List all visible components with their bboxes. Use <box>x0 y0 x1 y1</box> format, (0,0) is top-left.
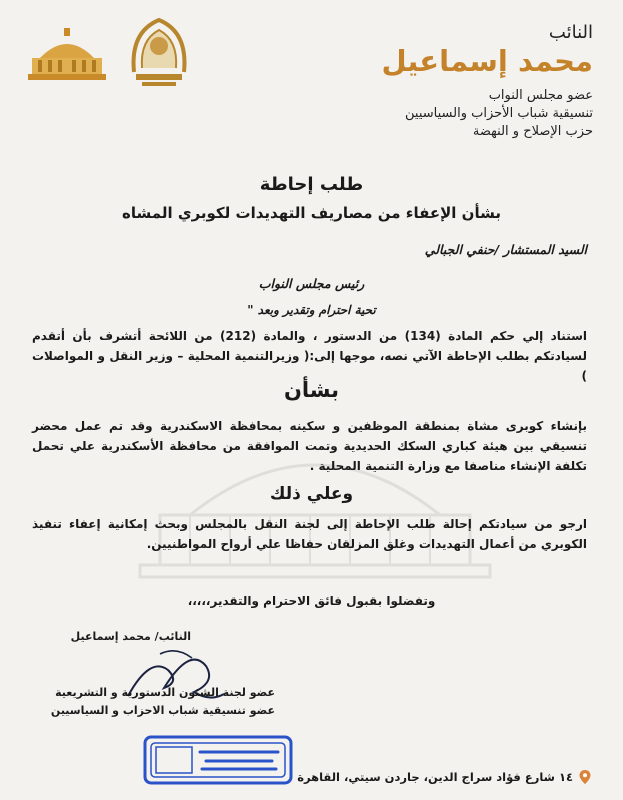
header-title: النائب <box>548 22 593 43</box>
footer-address <box>297 770 591 784</box>
signatory-role-committee: عضو لجنة الشئون الدستورية و التشريعية <box>55 686 275 699</box>
addressee: السيد المستشار /حنفي الجبالي <box>424 242 587 257</box>
section-heading-therefore: وعلي ذلك <box>269 484 354 504</box>
header-line-council: عضو مجلس النواب <box>488 88 593 103</box>
paragraph-details: بإنشاء كوبرى مشاة بمنطقة الموظفين و سكينه بمحافظة الاسكندرية وقد تم عمل محضر تنسيقي بين هيئة كباري السكك الحديدية وتمت الموافقة من محافظة الأسكندرية علي تحمل تكلفة الإنشاء مناصفا مع وزارة التنمية المحلية . <box>32 419 587 473</box>
letter-subject: بشأن الإعفاء من مصاريف التهديدات لكوبري المشاه <box>122 204 501 222</box>
parliament-logo <box>26 24 108 84</box>
section-heading-regarding: بشأن <box>283 378 340 402</box>
header-line-party: حزب الإصلاح و النهضة <box>472 124 593 139</box>
signatory-role-coordination: عضو تنسيقية شباب الاحزاب و السياسيين <box>50 704 275 717</box>
header-name: محمد إسماعيل <box>381 44 593 78</box>
footer-address-text: ١٤ شارع فؤاد سراج الدين، جاردن سيتي، القاهرة <box>297 770 573 784</box>
signatory-name: النائب/ محمد إسماعيل <box>70 630 191 643</box>
paragraph-legal-basis: استناد إلي حكم المادة (134) من الدستور ، والمادة (212) من اللائحة أتشرف بأن أتقدم لسيادتكم بطلب الإحاطة الآتي نصه، موجها إلى:( وزيرالتنمية المحلية – وزير النقل و المواصلات ) <box>32 329 588 383</box>
location-pin-icon <box>579 770 591 784</box>
greeting: تحية احترام وتقدير وبعد " <box>247 303 376 317</box>
header-line-coordination: تنسيقية شباب الأحزاب والسياسيين <box>405 106 593 121</box>
paragraph-request: ارجو من سيادتكم إحالة طلب الإحاطة إلى لجنة النقل بالمجلس وبحث إمكانية إعفاء تنفيذ الكوبري من أعمال التهديدات وغلق المزلقان حفاظا علي أرواح المواطنيين. <box>32 517 587 551</box>
closing-line: وتفضلوا بقبول فائق الاحترام والتقدير،،،،، <box>187 594 436 608</box>
addressee-role: رئيس مجلس النواب <box>258 276 365 291</box>
official-stamp <box>142 734 294 786</box>
party-logo <box>124 12 194 92</box>
letter-title: طلب إحاطة <box>259 174 364 195</box>
